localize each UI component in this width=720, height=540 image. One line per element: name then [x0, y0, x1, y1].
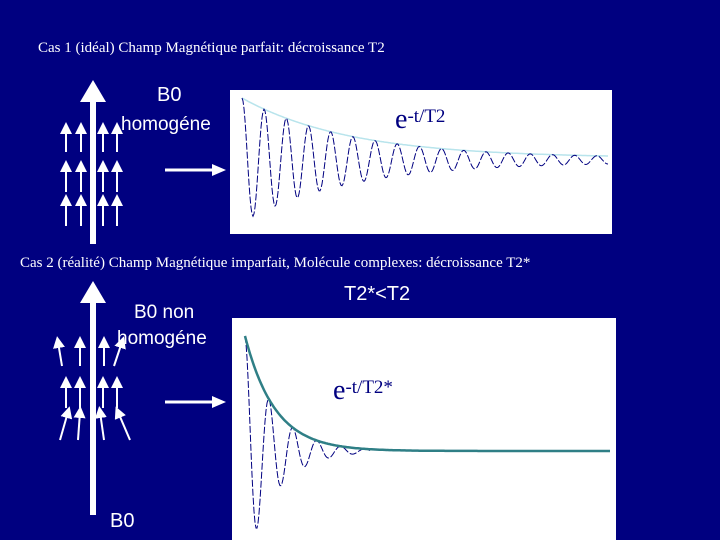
spin-arrow: [78, 412, 80, 440]
spin-arrow: [118, 412, 130, 440]
case1-right-arrow: [165, 164, 226, 176]
case1-oscillating-signal: [242, 98, 608, 216]
spin-arrow: [60, 412, 68, 440]
case1-title: Cas 1 (idéal) Champ Magnétique parfait: décroissance T2: [38, 40, 385, 56]
case2-envelope-curve: [245, 336, 610, 451]
case1-decay-exponent: -t/T2: [407, 106, 446, 127]
case2-field-label-line1: B0 non: [134, 302, 195, 323]
case2-comparison: T2*<T2: [344, 283, 411, 305]
case1-envelope-curve: [242, 98, 608, 156]
case2-field-label-line2: homogéne: [117, 328, 207, 349]
case2-oscillating-signal: [245, 336, 370, 528]
case2-decay-exponent: -t/T2*: [345, 377, 393, 398]
axis-label-b0: B0: [110, 510, 135, 532]
case1-field-label-line1: B0: [157, 84, 182, 106]
spin-arrow: [100, 412, 104, 440]
case2-decay-base: e: [333, 375, 346, 406]
case2-title: Cas 2 (réalité) Champ Magnétique imparfait, Molécule complexes: décroissance T2*: [20, 255, 531, 271]
case1-field-label-line2: homogéne: [121, 114, 211, 135]
spin-arrow: [58, 342, 62, 366]
case2-right-arrow: [165, 396, 226, 408]
spin-arrow: [114, 342, 122, 366]
case1-decay-base: e: [395, 104, 408, 135]
